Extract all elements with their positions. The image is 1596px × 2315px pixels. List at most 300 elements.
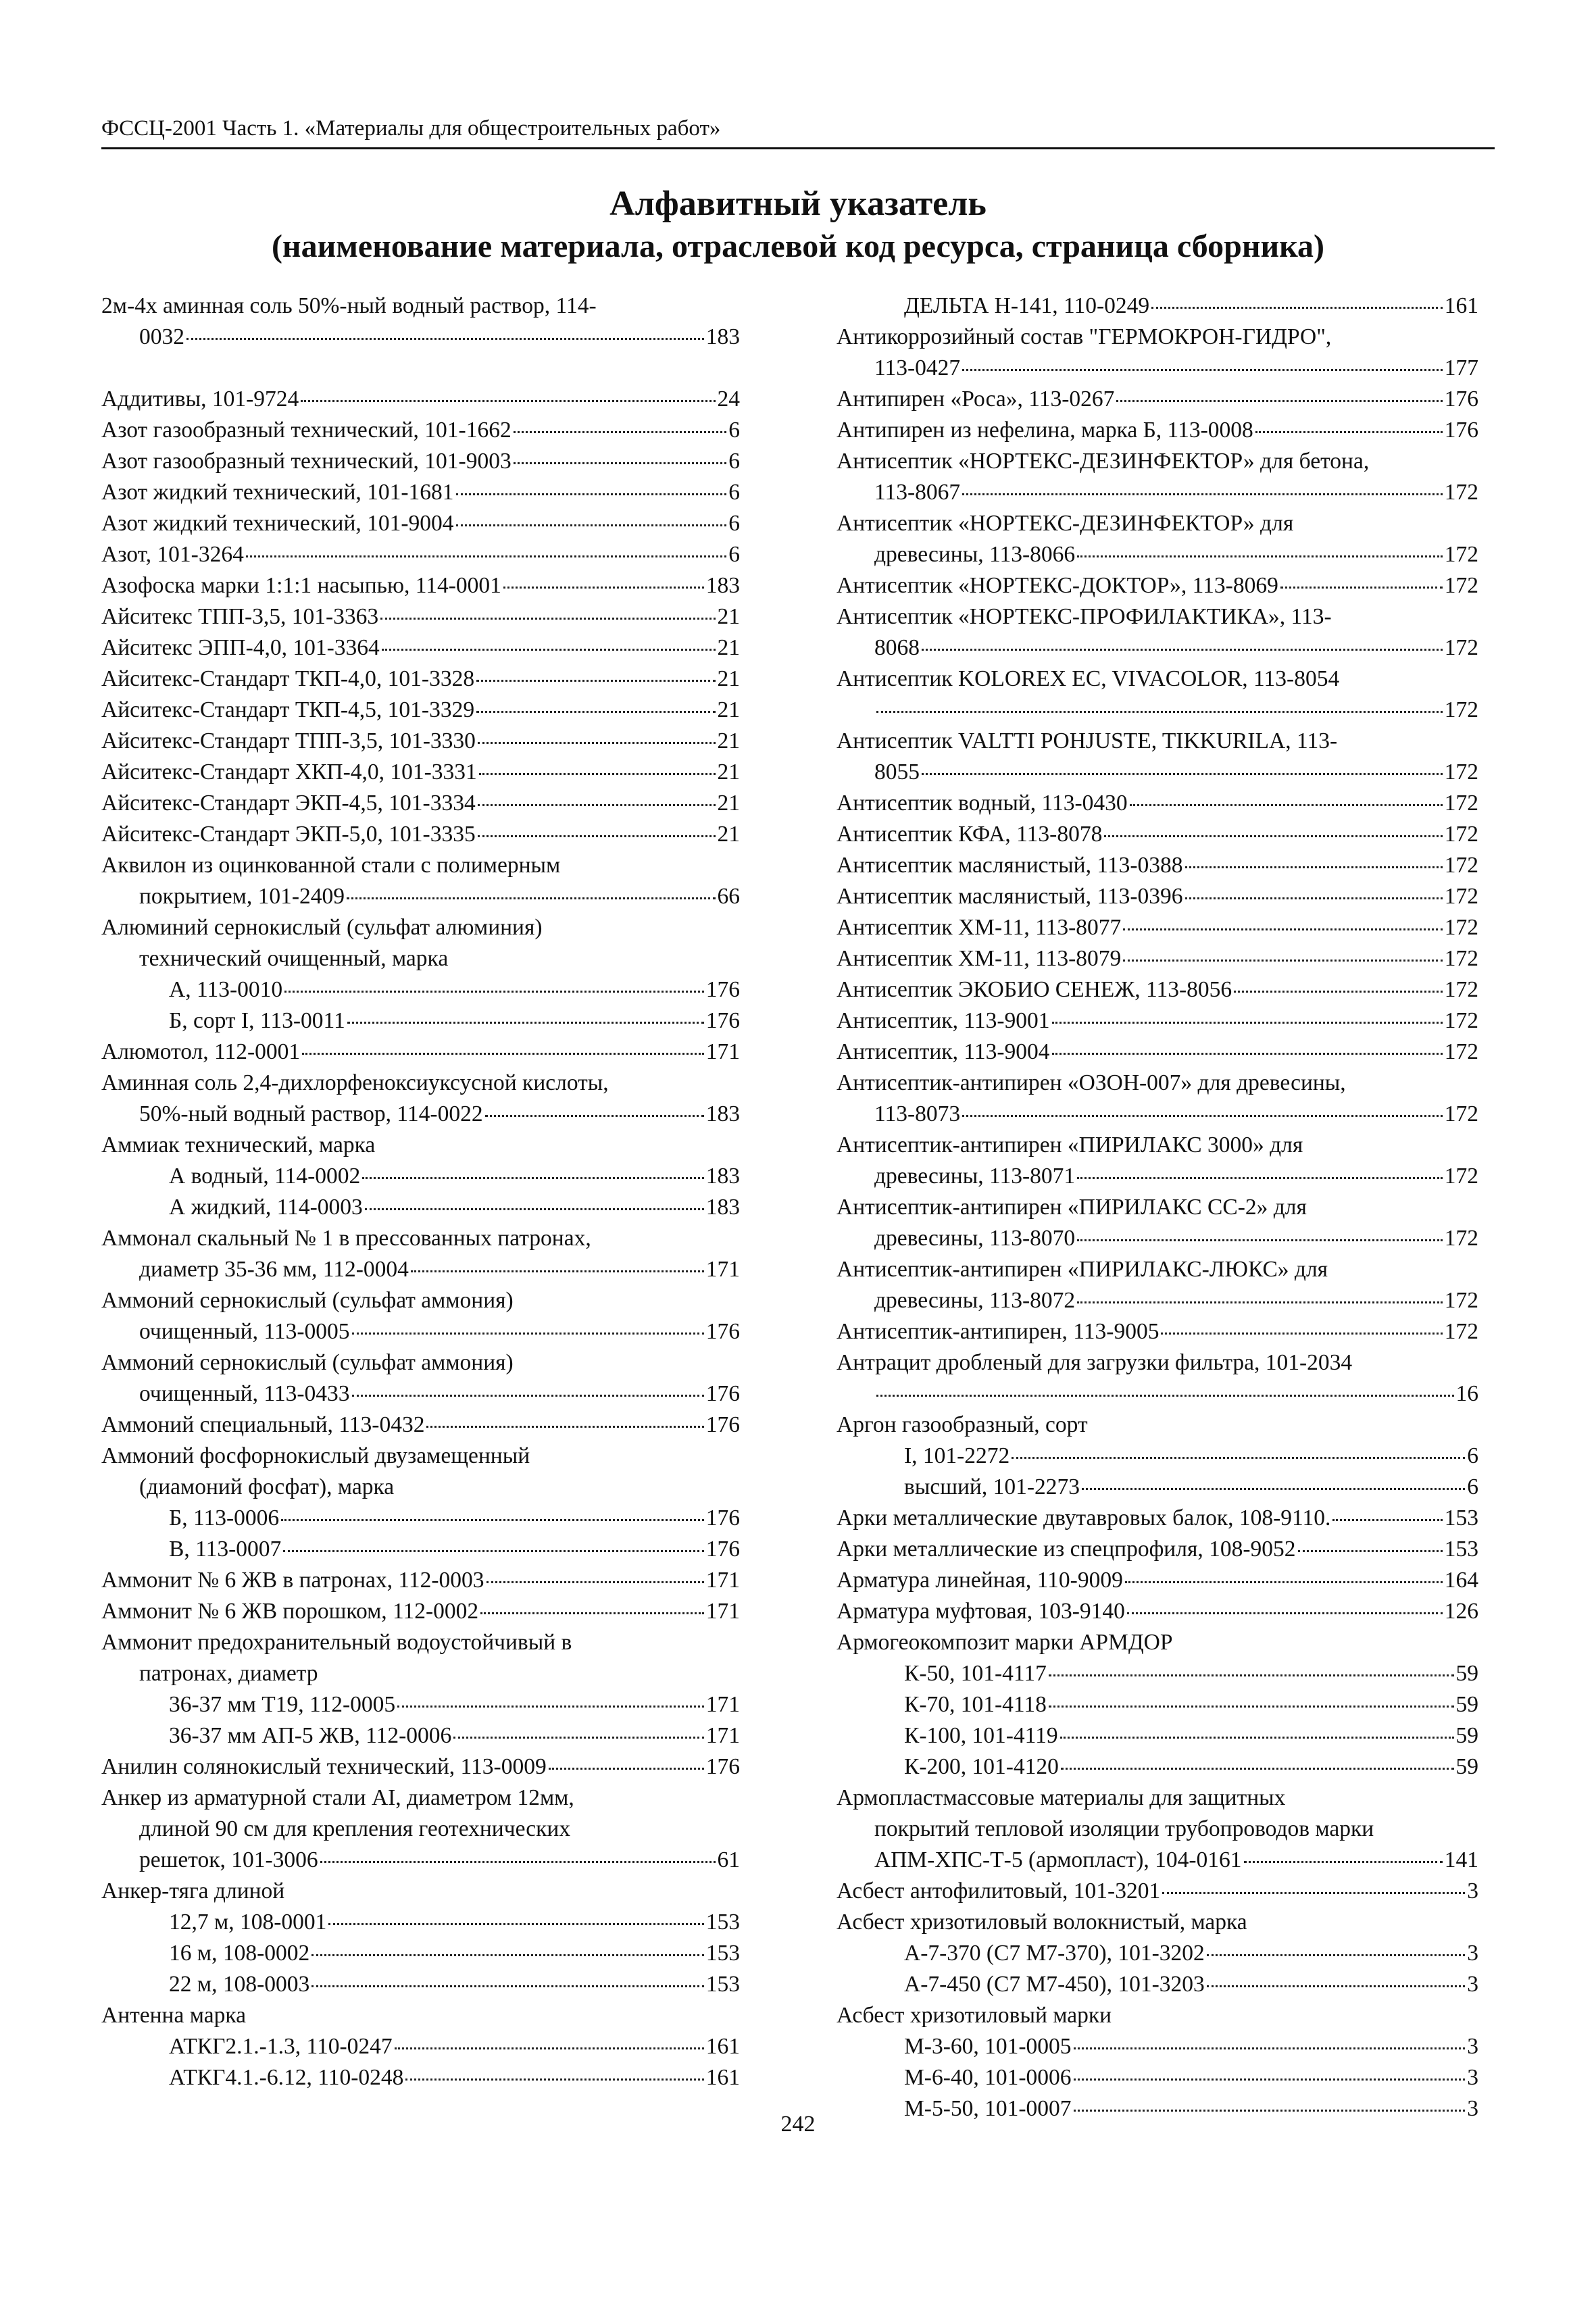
page-reference: 176 — [705, 1754, 740, 1779]
index-entry-text: Аммонал скальный № 1 в прессованных патронах, — [101, 1226, 591, 1251]
page-reference: 153 — [1444, 1537, 1478, 1562]
page-reference: 177 — [1444, 355, 1478, 380]
dot-leader — [962, 1115, 1443, 1117]
dot-leader — [1162, 1892, 1465, 1894]
index-entry — [101, 1596, 740, 1627]
dot-leader — [352, 1395, 704, 1397]
dot-leader — [876, 711, 1443, 713]
index-entry — [101, 1192, 740, 1223]
page-reference: 161 — [1444, 293, 1478, 318]
page-reference: 172 — [1444, 1319, 1478, 1344]
index-entry-text: Аминная соль 2,4-дихлорфеноксиуксусной кислоты, — [101, 1070, 609, 1095]
page-reference: 172 — [1444, 822, 1478, 847]
index-entry — [101, 850, 740, 912]
index-entry — [837, 850, 1478, 881]
index-entry — [837, 2000, 1478, 2031]
index-entry-text: 113-0427 — [874, 355, 961, 380]
page-reference: 176 — [705, 977, 740, 1002]
index-entry-text: 16 м, 108-0002 — [169, 1941, 310, 1966]
index-entry — [837, 1596, 1478, 1627]
page-reference: 21 — [717, 635, 740, 660]
index-entry — [837, 384, 1478, 415]
page-reference: 183 — [705, 324, 740, 349]
page-reference: 153 — [705, 1972, 740, 1997]
index-entry — [101, 1347, 740, 1410]
index-entry — [101, 1068, 740, 1130]
dot-leader — [426, 1426, 703, 1428]
index-entry-text: Антипирен из нефелина, марка Б, 113-0008 — [837, 418, 1253, 443]
dot-leader — [485, 1115, 704, 1117]
dot-leader — [186, 338, 704, 340]
index-entry-text: Айситекс ЭПП-4,0, 101-3364 — [101, 635, 380, 660]
index-entry-text: Антикоррозийный состав "ГЕРМОКРОН-ГИДРО", — [837, 324, 1332, 349]
dot-leader — [328, 1923, 703, 1925]
page-reference: 176 — [705, 1537, 740, 1562]
index-entry-text: Антисептик KOLOREX EC, VIVACOLOR, 113-8054 — [837, 666, 1340, 691]
page-reference: 172 — [1444, 760, 1478, 785]
dot-leader — [1207, 1985, 1465, 1987]
index-entry-text: технический очищенный, марка — [139, 946, 449, 971]
index-entry-text: диаметр 35-36 мм, 112-0004 — [139, 1257, 409, 1282]
page-reference: 172 — [1444, 1226, 1478, 1251]
index-entry — [101, 539, 740, 570]
dot-leader — [1185, 866, 1443, 868]
index-entry — [837, 601, 1478, 664]
index-entry — [101, 1161, 740, 1192]
dot-leader — [1298, 1550, 1443, 1552]
index-entry — [101, 664, 740, 695]
index-entry-text: Антенна марка — [101, 2003, 246, 2028]
index-entry — [837, 508, 1478, 570]
index-entry-text: Аммонит № 6 ЖВ в патронах, 112-0003 — [101, 1568, 484, 1593]
index-entry-text: Алюминий сернокислый (сульфат алюминия) — [101, 915, 543, 940]
index-entry-text: К-50, 101-4117 — [904, 1661, 1047, 1686]
index-entry — [837, 1037, 1478, 1068]
index-entry — [101, 1503, 740, 1534]
dot-leader — [301, 400, 715, 402]
index-entry — [101, 477, 740, 508]
index-entry-text: Антисептик-антипирен, 113-9005 — [837, 1319, 1159, 1344]
page-reference: 161 — [705, 2034, 740, 2059]
index-entry — [101, 1441, 740, 1503]
dot-leader — [352, 1333, 704, 1335]
index-entry-text: Аммоний сернокислый (сульфат аммония) — [101, 1288, 514, 1313]
index-entry-text: АПМ-ХПС-Т-5 (армопласт), 104-0161 — [874, 1847, 1242, 1872]
index-entry-text: 8068 — [874, 635, 920, 660]
index-entry-text: Антисептик «НОРТЕКС-ПРОФИЛАКТИКА», 113- — [837, 604, 1332, 629]
index-entry — [101, 446, 740, 477]
dot-leader — [479, 773, 716, 775]
page-reference: 21 — [717, 791, 740, 816]
index-entry — [101, 2000, 740, 2031]
index-entry-text: Антисептик, 113-9001 — [837, 1008, 1050, 1033]
page-reference: 61 — [717, 1847, 740, 1872]
page-reference: 153 — [1444, 1505, 1478, 1530]
dot-leader — [1123, 928, 1442, 930]
index-entry-text: Антисептик-антипирен «ПИРИЛАКС-ЛЮКС» для — [837, 1257, 1328, 1282]
index-entry-text: древесины, 113-8070 — [874, 1226, 1076, 1251]
page-reference: 59 — [1455, 1723, 1478, 1748]
index-entry — [101, 788, 740, 819]
index-entry — [837, 1441, 1478, 1472]
page-reference: 6 — [728, 542, 740, 567]
index-entry-text: А жидкий, 114-0003 — [169, 1195, 363, 1220]
page-reference: 3 — [1467, 1972, 1478, 1997]
index-entry-text: Аммиак технический, марка — [101, 1132, 376, 1158]
index-entry-text: Анкер-тяга длиной — [101, 1878, 285, 1903]
index-entry — [101, 1751, 740, 1783]
index-entry-text: Антисептик-антипирен «ОЗОН-007» для древесины, — [837, 1070, 1346, 1095]
index-entry — [837, 1316, 1478, 1347]
page-reference: 172 — [1444, 1288, 1478, 1313]
page-reference: 16 — [1455, 1381, 1478, 1406]
index-entry-text: Арки металлические из спецпрофиля, 108-9052 — [837, 1537, 1296, 1562]
page-reference: 171 — [705, 1257, 740, 1282]
index-entry — [101, 1907, 740, 1938]
index-entry-text: Азот жидкий технический, 101-9004 — [101, 511, 454, 536]
dot-leader — [1207, 1954, 1465, 1956]
index-entry-text: очищенный, 113-0005 — [139, 1319, 350, 1344]
index-spacer — [101, 353, 740, 384]
index-entry — [837, 1472, 1478, 1503]
index-entry-text: Алюмотол, 112-0001 — [101, 1039, 301, 1064]
index-entry-text: 36-37 мм АП-5 ЖВ, 112-0006 — [169, 1723, 452, 1748]
page-reference: 21 — [717, 666, 740, 691]
dot-leader — [311, 1985, 704, 1987]
dot-leader — [922, 649, 1443, 651]
dot-leader — [395, 2047, 704, 2049]
index-entry-text: Аддитивы, 101-9724 — [101, 387, 299, 412]
page-reference: 171 — [705, 1723, 740, 1748]
index-entry-text: А-7-450 (С7 М7-450), 101-3203 — [904, 1972, 1205, 1997]
index-entry-text: Антипирен «Роса», 113-0267 — [837, 387, 1115, 412]
page-reference: 21 — [717, 760, 740, 785]
index-entry-text: К-70, 101-4118 — [904, 1692, 1047, 1717]
index-entry — [837, 1565, 1478, 1596]
page-reference: 59 — [1455, 1754, 1478, 1779]
index-entry-text: Антисептик ХМ-11, 113-8079 — [837, 946, 1122, 971]
page-reference: 176 — [1444, 418, 1478, 443]
index-entry-text: А-7-370 (С7 М7-370), 101-3202 — [904, 1941, 1205, 1966]
page-reference: 172 — [1444, 791, 1478, 816]
index-entry-text: 50%-ный водный раствор, 114-0022 — [139, 1101, 483, 1126]
index-entry — [837, 1503, 1478, 1534]
index-entry-text: М-3-60, 101-0005 — [904, 2034, 1072, 2059]
index-entry — [101, 1130, 740, 1161]
index-entry — [837, 1192, 1478, 1254]
index-entry-text: решеток, 101-3006 — [139, 1847, 318, 1872]
dot-leader — [478, 804, 716, 806]
dot-leader — [1123, 960, 1442, 962]
index-entry — [101, 1037, 740, 1068]
index-entry — [101, 1285, 740, 1347]
index-entry-text: К-100, 101-4119 — [904, 1723, 1058, 1748]
index-entry — [837, 1658, 1478, 1689]
dot-leader — [347, 897, 715, 899]
index-entry-text: А водный, 114-0002 — [169, 1164, 361, 1189]
index-entry — [837, 1720, 1478, 1751]
index-entry — [837, 1751, 1478, 1783]
index-entry-text: Антисептик «НОРТЕКС-ДЕЗИНФЕКТОР» для — [837, 511, 1294, 536]
page-reference: 172 — [1444, 853, 1478, 878]
index-entry-text: 8055 — [874, 760, 920, 785]
dot-leader — [1244, 1861, 1443, 1863]
page-reference: 6 — [728, 449, 740, 474]
index-entry — [837, 291, 1478, 322]
index-entry-text: 36-37 мм Т19, 112-0005 — [169, 1692, 396, 1717]
dot-leader — [478, 835, 716, 837]
index-entry-text: Айситекс ТПП-3,5, 101-3363 — [101, 604, 379, 629]
index-entry-text: Асбест хризотиловый волокнистый, марка — [837, 1910, 1247, 1935]
page-reference: 172 — [1444, 573, 1478, 598]
page-reference: 171 — [705, 1692, 740, 1717]
index-entry — [101, 912, 740, 974]
index-entry-text: Антисептик-антипирен «ПИРИЛАКС СС-2» для — [837, 1195, 1307, 1220]
dot-leader — [476, 680, 715, 682]
index-entry — [101, 1938, 740, 1969]
index-entry — [101, 1969, 740, 2000]
dot-leader — [1161, 1333, 1442, 1335]
index-entry-text: древесины, 113-8072 — [874, 1288, 1076, 1313]
page-reference: 66 — [717, 884, 740, 909]
dot-leader — [397, 1706, 704, 1708]
index-entry — [837, 664, 1478, 726]
page-reference: 126 — [1444, 1599, 1478, 1624]
index-entry — [837, 1068, 1478, 1130]
index-entry — [101, 1627, 740, 1689]
index-entry — [101, 695, 740, 726]
index-entry-text: Азот газообразный технический, 101-9003 — [101, 449, 512, 474]
index-entry — [101, 601, 740, 632]
page-reference: 171 — [705, 1599, 740, 1624]
dot-leader — [1052, 1022, 1443, 1024]
index-entry — [837, 570, 1478, 601]
page-reference: 176 — [705, 1319, 740, 1344]
dot-leader — [362, 1177, 703, 1179]
page-reference: 153 — [705, 1910, 740, 1935]
page-reference: 176 — [705, 1381, 740, 1406]
title-block — [101, 182, 1495, 268]
index-entry — [101, 1720, 740, 1751]
dot-leader — [1077, 555, 1443, 557]
page-reference: 172 — [1444, 1039, 1478, 1064]
page-reference: 6 — [728, 418, 740, 443]
dot-leader — [480, 1612, 704, 1614]
index-entry-text: Арматура линейная, 110-9009 — [837, 1568, 1123, 1593]
dot-leader — [281, 1519, 704, 1521]
index-entry — [837, 1783, 1478, 1876]
dot-leader — [476, 711, 715, 713]
dot-leader — [1077, 1301, 1443, 1303]
dot-leader — [1060, 1737, 1454, 1739]
index-entry — [101, 2062, 740, 2093]
index-entry — [101, 291, 740, 353]
index-entry-text: Армогеокомпозит марки АРМДОР — [837, 1630, 1173, 1655]
index-entry-text: Аргон газообразный, сорт — [837, 1412, 1088, 1437]
index-entry-text: Антисептик КФА, 113-8078 — [837, 822, 1103, 847]
dot-leader — [311, 1954, 704, 1956]
index-entry-text: 22 м, 108-0003 — [169, 1972, 310, 1997]
index-entry-text: Б, 113-0006 — [169, 1505, 280, 1530]
index-entry — [101, 1565, 740, 1596]
dot-leader — [302, 1053, 704, 1055]
dot-leader — [1074, 2078, 1466, 2081]
index-entry-text: Аммоний фосфорнокислый двузамещенный — [101, 1443, 530, 1468]
dot-leader — [405, 2078, 703, 2081]
index-entry-text: Армопластмассовые материалы для защитных — [837, 1785, 1286, 1810]
page-reference: 3 — [1467, 1878, 1478, 1903]
index-entry — [101, 1783, 740, 1876]
index-entry — [837, 2031, 1478, 2062]
index-entry — [837, 1254, 1478, 1316]
dot-leader — [456, 524, 727, 526]
index-entry-text: Антисептик, 113-9004 — [837, 1039, 1050, 1064]
dot-leader — [1234, 991, 1443, 993]
index-entry-text: Айситекс-Стандарт ХКП-4,0, 101-3331 — [101, 760, 477, 785]
index-entry-text: АТКГ2.1.-1.3, 110-0247 — [169, 2034, 393, 2059]
page-reference: 161 — [705, 2065, 740, 2090]
index-entry-text: В, 113-0007 — [169, 1537, 282, 1562]
index-entry-text: 0032 — [139, 324, 184, 349]
dot-leader — [1185, 897, 1443, 899]
dot-leader — [411, 1270, 704, 1272]
index-entry-text: Антисептик «НОРТЕКС-ДОКТОР», 113-8069 — [837, 573, 1278, 598]
index-entry-text: Антисептик ХМ-11, 113-8077 — [837, 915, 1122, 940]
page-reference: 141 — [1444, 1847, 1478, 1872]
index-entry — [101, 819, 740, 850]
dot-leader — [1104, 835, 1442, 837]
running-header: ФССЦ-2001 Часть 1. «Материалы для общестроительных работ» — [101, 114, 1495, 149]
page-reference: 3 — [1467, 2034, 1478, 2059]
index-entry — [101, 1534, 740, 1565]
index-entry-text: Аммонит № 6 ЖВ порошком, 112-0002 — [101, 1599, 479, 1624]
page-reference: 21 — [717, 822, 740, 847]
index-entry — [837, 1689, 1478, 1720]
index-entry-text: М-6-40, 101-0006 — [904, 2065, 1072, 2090]
dot-leader — [549, 1768, 704, 1770]
dot-leader — [1332, 1519, 1442, 1521]
dot-leader — [1077, 1239, 1443, 1241]
index-entry — [837, 2062, 1478, 2093]
page-reference: 172 — [1444, 977, 1478, 1002]
dot-leader — [283, 1550, 703, 1552]
index-entry — [101, 726, 740, 757]
dot-leader — [284, 991, 704, 993]
page-reference: 176 — [705, 1412, 740, 1437]
index-entry — [837, 1005, 1478, 1037]
index-entry-text: Антисептик VALTTI POHJUSTE, TIKKURILA, 113- — [837, 728, 1338, 753]
index-entry — [837, 1347, 1478, 1410]
index-entry-text: Антисептик «НОРТЕКС-ДЕЗИНФЕКТОР» для бетона, — [837, 449, 1370, 474]
dot-leader — [876, 1395, 1454, 1397]
index-entry — [837, 1410, 1478, 1441]
dot-leader — [1125, 1581, 1443, 1583]
index-entry-text: Антисептик маслянистый, 113-0388 — [837, 853, 1183, 878]
index-entry — [101, 1876, 740, 1907]
dot-leader — [1061, 1768, 1454, 1770]
dot-leader — [320, 1861, 716, 1863]
index-entry — [101, 1223, 740, 1285]
index-entry — [101, 570, 740, 601]
page-reference: 3 — [1467, 2065, 1478, 2090]
dot-leader — [1049, 1674, 1454, 1676]
index-entry — [101, 1005, 740, 1037]
dot-leader — [962, 369, 1443, 371]
index-entry-text: I, 101-2272 — [904, 1443, 1010, 1468]
index-entry-text: Антисептик ЭКОБИО СЕНЕЖ, 113-8056 — [837, 977, 1232, 1002]
dot-leader — [487, 1581, 704, 1583]
index-entry-text: Антрацит дробленый для загрузки фильтра, 101-2034 — [837, 1350, 1353, 1375]
page-number: 242 — [780, 2112, 816, 2137]
page-reference: 3 — [1467, 1941, 1478, 1966]
index-entry — [101, 974, 740, 1005]
dot-leader — [922, 773, 1443, 775]
page-reference: 172 — [1444, 946, 1478, 971]
index-entry — [837, 788, 1478, 819]
page-reference: 6 — [1467, 1474, 1478, 1499]
index-entry — [101, 508, 740, 539]
index-entry-text: Айситекс-Стандарт ТКП-4,5, 101-3329 — [101, 697, 475, 722]
page-reference: 21 — [717, 604, 740, 629]
index-entry-text: Арматура муфтовая, 103-9140 — [837, 1599, 1125, 1624]
index-entry-text: Арки металлические двутавровых балок, 108-9110. — [837, 1505, 1331, 1530]
dot-leader — [1052, 1053, 1443, 1055]
index-entry — [101, 415, 740, 446]
page-reference: 59 — [1455, 1692, 1478, 1717]
page-reference: 59 — [1455, 1661, 1478, 1686]
index-entry-text: ДЕЛЬТА Н-141, 110-0249 — [904, 293, 1150, 318]
dot-leader — [1049, 1706, 1454, 1708]
dot-leader — [503, 587, 704, 589]
index-entry-text: покрытием, 101-2409 — [139, 884, 345, 909]
page-reference: 6 — [728, 511, 740, 536]
index-entry-text: 12,7 м, 108-0001 — [169, 1910, 327, 1935]
dot-leader — [246, 555, 726, 557]
dot-leader — [456, 493, 727, 495]
page-reference: 172 — [1444, 915, 1478, 940]
page-reference: 183 — [705, 1164, 740, 1189]
page-reference: 183 — [705, 573, 740, 598]
index-entry — [837, 1907, 1478, 1938]
index-entry — [837, 1969, 1478, 2000]
index-entry — [101, 2031, 740, 2062]
page-reference: 172 — [1444, 635, 1478, 660]
index-entry-text: Айситекс-Стандарт ЭКП-4,5, 101-3334 — [101, 791, 476, 816]
index-entry-text: Аммонит предохранительный водоустойчивый в — [101, 1630, 572, 1655]
index-entry — [837, 1938, 1478, 1969]
page-reference: 172 — [1444, 1008, 1478, 1033]
index-entry-text: древесины, 113-8071 — [874, 1164, 1076, 1189]
dot-leader — [514, 431, 727, 433]
page-reference: 183 — [705, 1195, 740, 1220]
dot-leader — [1127, 1612, 1443, 1614]
page-reference: 171 — [705, 1568, 740, 1593]
page-reference: 172 — [1444, 884, 1478, 909]
index-column-right — [837, 291, 1478, 2124]
index-entry — [837, 881, 1478, 912]
index-entry-text: Аммоний сернокислый (сульфат аммония) — [101, 1350, 514, 1375]
page-reference: 3 — [1467, 2096, 1478, 2121]
page-reference: 172 — [1444, 1164, 1478, 1189]
index-entry-text: Азот газообразный технический, 101-1662 — [101, 418, 512, 443]
page-reference: 176 — [705, 1008, 740, 1033]
index-entry — [837, 1627, 1478, 1658]
dot-leader — [478, 742, 716, 744]
index-entry-text: Антисептик маслянистый, 113-0396 — [837, 884, 1183, 909]
index-entry — [837, 974, 1478, 1005]
page-reference: 24 — [717, 387, 740, 412]
index-entry — [837, 322, 1478, 384]
